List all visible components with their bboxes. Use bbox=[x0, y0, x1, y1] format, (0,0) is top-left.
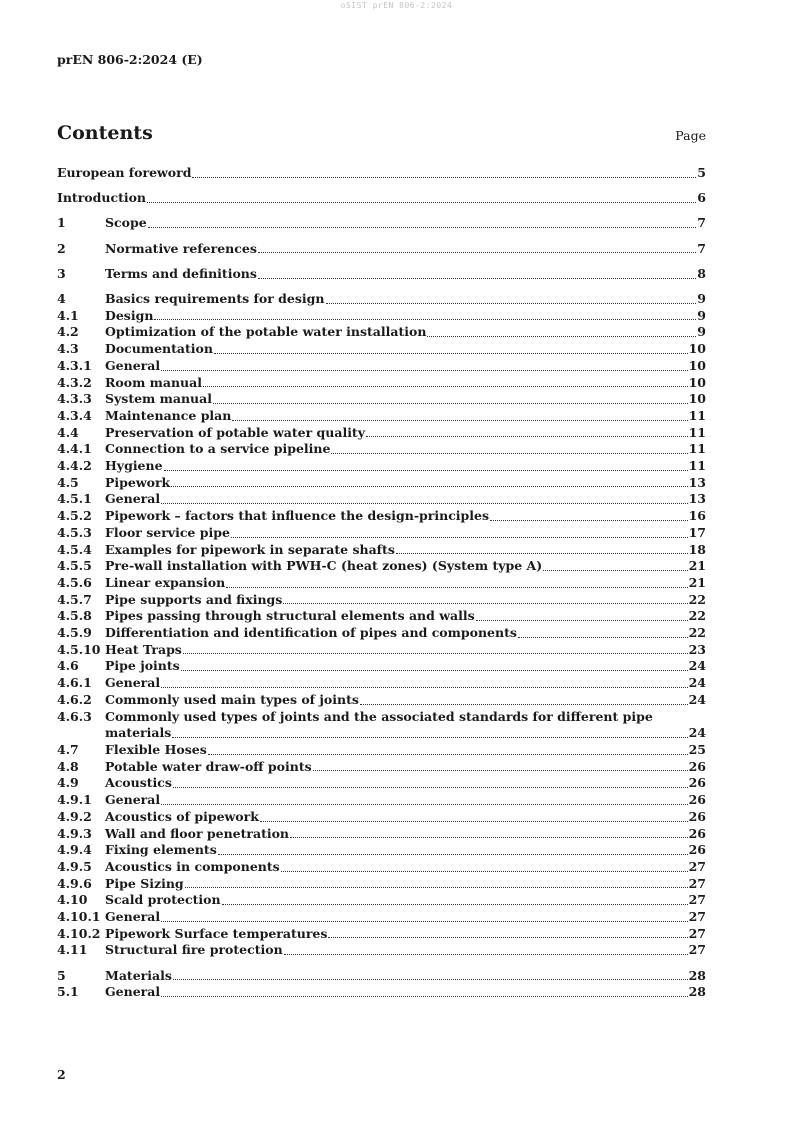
dot-leader bbox=[290, 837, 688, 838]
dot-leader bbox=[360, 704, 688, 705]
toc-entry[interactable] bbox=[57, 441, 706, 458]
toc-entry-title: Materials bbox=[105, 967, 172, 983]
toc-entry-number: 4.10 bbox=[57, 892, 88, 908]
dot-leader bbox=[213, 403, 688, 404]
dot-leader bbox=[185, 887, 688, 888]
dot-leader bbox=[161, 370, 687, 371]
toc-entry-page: 26 bbox=[688, 808, 706, 824]
toc-entry-number: 5 bbox=[57, 967, 66, 983]
toc-entry-title: Structural fire protection bbox=[105, 942, 283, 958]
dot-leader bbox=[161, 687, 687, 688]
dot-leader bbox=[258, 278, 696, 279]
toc-entry-page: 9 bbox=[697, 291, 706, 307]
toc-entry-number: 2 bbox=[57, 240, 66, 256]
toc-entry-title: Pipework Surface temperatures bbox=[105, 925, 328, 941]
dot-leader bbox=[148, 227, 697, 228]
toc-entry[interactable] bbox=[57, 408, 706, 425]
toc-entry[interactable] bbox=[57, 324, 706, 341]
toc-entry-page: 22 bbox=[688, 591, 706, 607]
page-column-label: Page bbox=[675, 128, 706, 143]
dot-leader bbox=[203, 386, 688, 387]
toc-entry-number: 4.6.3 bbox=[57, 708, 92, 724]
dot-leader bbox=[171, 486, 687, 487]
toc-entry-number: 4.8 bbox=[57, 758, 79, 774]
toc-entry-number: 4.5.9 bbox=[57, 625, 92, 641]
toc-entry[interactable] bbox=[57, 291, 706, 308]
toc-entry-page: 22 bbox=[688, 608, 706, 624]
toc-entry-title-continuation: materials bbox=[105, 725, 172, 741]
toc-entry[interactable] bbox=[57, 826, 706, 843]
toc-entry-page: 10 bbox=[688, 391, 706, 407]
toc-entry-title: Terms and definitions bbox=[105, 265, 257, 281]
toc-entry-number: 5.1 bbox=[57, 984, 79, 1000]
dot-leader bbox=[161, 921, 687, 922]
toc-entry-page: 27 bbox=[688, 892, 706, 908]
toc-entry-number: 4.9.6 bbox=[57, 875, 92, 891]
toc-entry[interactable] bbox=[57, 308, 706, 325]
toc-entry-title: Acoustics bbox=[105, 775, 172, 791]
toc-entry[interactable] bbox=[57, 425, 706, 442]
toc-entry[interactable] bbox=[57, 608, 706, 625]
dot-leader bbox=[226, 587, 687, 588]
toc-entry-page: 10 bbox=[688, 374, 706, 390]
toc-entry-title: Normative references bbox=[105, 240, 257, 256]
toc-entry-page: 21 bbox=[688, 558, 706, 574]
dot-leader bbox=[218, 854, 688, 855]
toc-entry-page: 27 bbox=[688, 909, 706, 925]
toc-entry-title: Fixing elements bbox=[105, 842, 217, 858]
toc-entry-page: 10 bbox=[688, 357, 706, 373]
toc-entry-page: 28 bbox=[688, 967, 706, 983]
toc-entry-number: 4.6.1 bbox=[57, 675, 92, 691]
toc-entry-page: 24 bbox=[688, 658, 706, 674]
toc-entry-title: Pipe supports and fixings bbox=[105, 591, 283, 607]
toc-entry-page: 21 bbox=[688, 574, 706, 590]
toc-entry-title: Flexible Hoses bbox=[105, 742, 207, 757]
toc-entry-page: 10 bbox=[688, 341, 706, 357]
toc-entry-number: 4.9.4 bbox=[57, 842, 92, 858]
toc-entry-number: 4.5.10 bbox=[57, 641, 101, 657]
toc-entry-page: 24 bbox=[688, 691, 706, 707]
dot-leader bbox=[258, 252, 696, 253]
dot-leader bbox=[490, 520, 688, 521]
toc-entry-number: 4 bbox=[57, 291, 66, 307]
toc-entry-title: System manual bbox=[105, 391, 212, 407]
toc-entry[interactable] bbox=[57, 942, 706, 959]
dot-leader bbox=[284, 954, 688, 955]
toc-entry-page: 22 bbox=[688, 625, 706, 641]
toc-entry-number: 4.9.3 bbox=[57, 825, 92, 841]
toc-entry-page: 13 bbox=[688, 491, 706, 507]
toc-entry-page: 24 bbox=[688, 725, 706, 741]
toc-entry-number: 4.6.2 bbox=[57, 691, 92, 707]
dot-leader bbox=[328, 937, 687, 938]
toc-entry-title: Acoustics in components bbox=[105, 858, 280, 874]
toc-entry[interactable] bbox=[57, 592, 706, 609]
toc-entry[interactable] bbox=[57, 266, 706, 283]
dot-leader bbox=[396, 553, 688, 554]
toc-entry[interactable] bbox=[57, 675, 706, 692]
toc-entry-title: Preservation of potable water quality bbox=[105, 424, 365, 440]
toc-entry-title: Scald protection bbox=[105, 892, 221, 908]
dot-leader bbox=[231, 537, 688, 538]
toc-entry-page: 11 bbox=[688, 424, 706, 440]
toc-entry-page: 26 bbox=[688, 825, 706, 841]
toc-entry-page: 5 bbox=[697, 165, 706, 180]
toc-entry-number: 4.4 bbox=[57, 424, 79, 440]
toc-entry-title: Hygiene bbox=[105, 458, 163, 474]
toc-entry[interactable] bbox=[57, 792, 706, 809]
toc-entry-page: 16 bbox=[688, 508, 706, 524]
toc-entry-title: Documentation bbox=[105, 341, 213, 357]
toc-entry-page: 7 bbox=[697, 240, 706, 256]
toc-entry-title: Heat Traps bbox=[105, 641, 182, 657]
toc-entry-title: Maintenance plan bbox=[105, 407, 232, 423]
toc-entry[interactable] bbox=[57, 625, 706, 642]
toc-entry-title: Optimization of the potable water installation bbox=[105, 324, 427, 340]
dot-leader bbox=[173, 979, 688, 980]
toc-entry[interactable] bbox=[57, 525, 706, 542]
toc-entry-number: 4.5.3 bbox=[57, 524, 92, 540]
dot-leader bbox=[476, 620, 688, 621]
toc-entry-number: 4.2 bbox=[57, 324, 79, 340]
dot-leader bbox=[427, 336, 696, 337]
toc-entry-title: Potable water draw-off points bbox=[105, 758, 312, 774]
toc-entry-number: 4.1 bbox=[57, 307, 79, 323]
toc-entry-page: 11 bbox=[688, 458, 706, 474]
toc-entry[interactable] bbox=[57, 842, 706, 859]
toc-entry-number: 4.7 bbox=[57, 742, 79, 757]
toc-entry-number: 4.3.3 bbox=[57, 391, 92, 407]
toc-entry-number: 4.5.5 bbox=[57, 558, 92, 574]
toc-entry-page: 9 bbox=[697, 324, 706, 340]
toc-entry-page: 11 bbox=[688, 441, 706, 457]
toc-entry[interactable] bbox=[57, 542, 706, 559]
dot-leader bbox=[281, 871, 688, 872]
toc-entry-title: Acoustics of pipework bbox=[105, 808, 259, 824]
toc-entry-title: Pipework – factors that influence the design-principles bbox=[105, 508, 490, 524]
toc-entry-number: 4.3.2 bbox=[57, 374, 92, 390]
toc-entry-title: Pipework bbox=[105, 474, 171, 490]
toc-entry[interactable] bbox=[57, 391, 706, 408]
dot-leader bbox=[173, 787, 688, 788]
toc-entry[interactable] bbox=[57, 241, 706, 258]
toc-entry[interactable] bbox=[57, 508, 706, 525]
dot-leader bbox=[326, 303, 697, 304]
toc-entry[interactable] bbox=[57, 984, 706, 1001]
toc-entry[interactable] bbox=[57, 859, 706, 876]
toc-entry[interactable] bbox=[57, 658, 706, 675]
toc-entry-title: General bbox=[105, 792, 161, 808]
toc-entry-number: 4.3.1 bbox=[57, 357, 92, 373]
toc-entry-page: 28 bbox=[688, 984, 706, 1000]
toc-entry[interactable] bbox=[57, 709, 706, 742]
toc-entry[interactable] bbox=[57, 892, 706, 909]
toc-entry-title: Pipe Sizing bbox=[105, 875, 184, 891]
table-of-contents bbox=[57, 165, 706, 1001]
toc-entry-number: 4.4.2 bbox=[57, 458, 92, 474]
toc-entry[interactable] bbox=[57, 190, 706, 207]
toc-entry-title: Scope bbox=[105, 215, 147, 231]
toc-entry-page: 6 bbox=[697, 190, 706, 206]
toc-entry-page: 26 bbox=[688, 842, 706, 858]
toc-entry[interactable] bbox=[57, 458, 706, 475]
toc-entry-title: Basics requirements for design bbox=[105, 291, 325, 307]
toc-entry-title: General bbox=[105, 909, 161, 925]
toc-entry-page: 17 bbox=[688, 524, 706, 540]
dot-leader bbox=[183, 653, 688, 654]
dot-leader bbox=[232, 420, 687, 421]
toc-entry-number: 4.5 bbox=[57, 474, 79, 490]
dot-leader bbox=[181, 670, 688, 671]
page-title: Contents bbox=[57, 122, 153, 144]
toc-entry[interactable] bbox=[57, 926, 706, 943]
toc-entry-number: 4.10.1 bbox=[57, 909, 101, 925]
toc-entry-page: 27 bbox=[688, 925, 706, 941]
dot-leader bbox=[161, 996, 687, 997]
toc-entry[interactable] bbox=[57, 909, 706, 926]
toc-entry-page: 7 bbox=[697, 215, 706, 231]
dot-leader bbox=[164, 470, 688, 471]
toc-entry[interactable] bbox=[57, 341, 706, 358]
toc-entry-title: European foreword bbox=[57, 165, 192, 180]
toc-entry-page: 13 bbox=[688, 474, 706, 490]
toc-entry-title: Pre-wall installation with PWH-C (heat zones) (System type A) bbox=[105, 558, 543, 574]
dot-leader bbox=[208, 754, 688, 755]
toc-entry[interactable] bbox=[57, 759, 706, 776]
toc-entry[interactable] bbox=[57, 215, 706, 232]
toc-entry-page: 26 bbox=[688, 775, 706, 791]
document-id: prEN 806-2:2024 (E) bbox=[57, 52, 203, 67]
footer-page-number: 2 bbox=[57, 1067, 66, 1082]
toc-entry-number: 4.4.1 bbox=[57, 441, 92, 457]
toc-entry-title: Commonly used main types of joints bbox=[105, 691, 359, 707]
dot-leader bbox=[283, 603, 687, 604]
toc-entry-number: 4.5.7 bbox=[57, 591, 92, 607]
toc-entry-page: 8 bbox=[697, 265, 706, 281]
toc-entry-number: 4.10.2 bbox=[57, 925, 101, 941]
toc-entry-page: 25 bbox=[688, 742, 706, 757]
toc-entry-page: 26 bbox=[688, 792, 706, 808]
toc-entry-number: 4.5.6 bbox=[57, 574, 92, 590]
toc-entry-title: Differentiation and identification of pipes and components bbox=[105, 625, 517, 641]
dot-leader bbox=[313, 770, 688, 771]
toc-entry[interactable] bbox=[57, 775, 706, 792]
toc-entry-number: 4.9.1 bbox=[57, 792, 92, 808]
toc-entry-title: Examples for pipework in separate shafts bbox=[105, 541, 395, 557]
toc-entry-title: Introduction bbox=[57, 190, 147, 206]
toc-entry[interactable] bbox=[57, 358, 706, 375]
toc-entry-number: 4.5.1 bbox=[57, 491, 92, 507]
toc-entry-title: General bbox=[105, 675, 161, 691]
toc-entry-page: 23 bbox=[688, 641, 706, 657]
dot-leader bbox=[366, 436, 688, 437]
dot-leader bbox=[222, 904, 688, 905]
toc-entry-title: General bbox=[105, 491, 161, 507]
toc-entry[interactable] bbox=[57, 375, 706, 392]
toc-entry-title: General bbox=[105, 984, 161, 1000]
dot-leader bbox=[147, 202, 696, 203]
toc-entry-title: Connection to a service pipeline bbox=[105, 441, 331, 457]
toc-entry-page: 27 bbox=[688, 858, 706, 874]
dot-leader bbox=[260, 821, 688, 822]
toc-entry[interactable] bbox=[57, 968, 706, 985]
toc-entry-number: 4.6 bbox=[57, 658, 79, 674]
toc-entry[interactable] bbox=[57, 742, 706, 759]
watermark: oSIST prEN 806-2:2024 bbox=[340, 1, 453, 10]
toc-entry-title: Wall and floor penetration bbox=[105, 825, 290, 841]
toc-entry-title: Floor service pipe bbox=[105, 524, 230, 540]
toc-entry-title: Pipe joints bbox=[105, 658, 180, 674]
toc-entry-title: Commonly used types of joints and the associated standards for different pipe bbox=[105, 708, 653, 724]
toc-entry-title: General bbox=[105, 357, 161, 373]
toc-entry-number: 4.9.2 bbox=[57, 808, 92, 824]
toc-entry[interactable] bbox=[57, 642, 706, 659]
toc-entry[interactable] bbox=[57, 809, 706, 826]
toc-entry-page: 27 bbox=[688, 942, 706, 958]
toc-entry-title: Room manual bbox=[105, 374, 202, 390]
dot-leader bbox=[172, 737, 687, 738]
toc-entry-page: 9 bbox=[697, 307, 706, 323]
toc-entry-title: Linear expansion bbox=[105, 574, 226, 590]
toc-entry-number: 4.9.5 bbox=[57, 858, 92, 874]
toc-entry-number: 4.3 bbox=[57, 341, 79, 357]
toc-entry-title: Pipes passing through structural elements and walls bbox=[105, 608, 475, 624]
toc-entry[interactable] bbox=[57, 876, 706, 893]
dot-leader bbox=[192, 177, 696, 178]
toc-entry-page: 11 bbox=[688, 407, 706, 423]
dot-leader bbox=[161, 804, 687, 805]
toc-entry[interactable] bbox=[57, 575, 706, 592]
toc-entry-number: 1 bbox=[57, 215, 66, 231]
dot-leader bbox=[161, 503, 687, 504]
toc-entry[interactable] bbox=[57, 491, 706, 508]
toc-entry[interactable] bbox=[57, 692, 706, 709]
toc-entry-number: 3 bbox=[57, 265, 66, 281]
dot-leader bbox=[543, 570, 687, 571]
toc-entry-page: 27 bbox=[688, 875, 706, 891]
dot-leader bbox=[214, 353, 688, 354]
dot-leader bbox=[518, 637, 688, 638]
toc-entry-number: 4.5.4 bbox=[57, 541, 92, 557]
dot-leader bbox=[331, 453, 687, 454]
toc-entry[interactable] bbox=[57, 475, 706, 492]
toc-entry-number: 4.11 bbox=[57, 942, 88, 958]
toc-entry-number: 4.5.8 bbox=[57, 608, 92, 624]
toc-entry[interactable] bbox=[57, 165, 706, 182]
toc-entry[interactable] bbox=[57, 558, 706, 575]
toc-entry-number: 4.9 bbox=[57, 775, 79, 791]
toc-entry-number: 4.5.2 bbox=[57, 508, 92, 524]
toc-entry-page: 24 bbox=[688, 675, 706, 691]
dot-leader bbox=[154, 319, 696, 320]
toc-entry-page: 26 bbox=[688, 758, 706, 774]
toc-entry-number: 4.3.4 bbox=[57, 407, 92, 423]
toc-entry-page: 18 bbox=[688, 541, 706, 557]
toc-entry-title: Design bbox=[105, 307, 154, 323]
